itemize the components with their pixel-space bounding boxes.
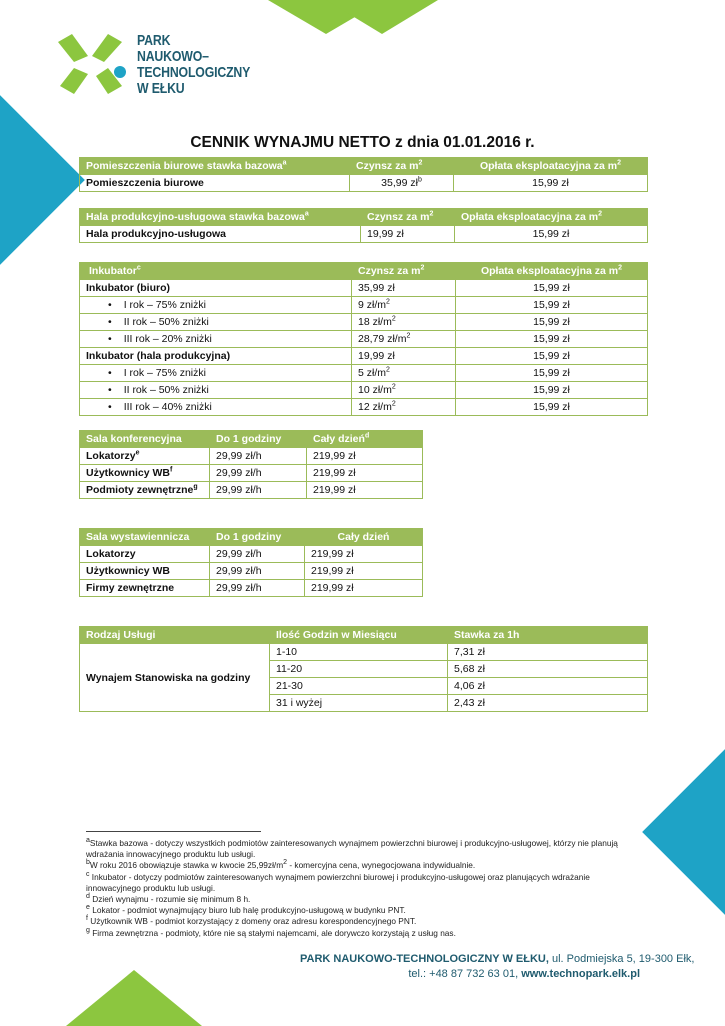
table-header-row	[80, 431, 423, 448]
fee-cell: 15,99 zł	[456, 331, 648, 348]
table-row	[80, 175, 648, 192]
logo-line: W EŁKU	[137, 80, 185, 97]
hour-cell: 29,99 zł/h	[210, 448, 307, 465]
header-cell: Cały dzień$^d$	[307, 431, 423, 448]
hours-cell: 21-30	[270, 678, 448, 695]
row-label: Użytkownicy $WB^f$	[80, 465, 210, 482]
hours-cell: 11-20	[270, 661, 448, 678]
rent-cell: 28,79 $zł/m^2$	[352, 331, 456, 348]
rent-cell: 5 $zł/m^2$	[352, 365, 456, 382]
logo-line: TECHNOLOGICZNY	[137, 64, 251, 81]
logo-line: NAUKOWO–	[137, 48, 209, 65]
logo-wordmark	[137, 32, 251, 97]
park-logo-icon	[52, 32, 132, 100]
footnote-d: $^d$ Dzień wynajmu - rozumie się minimum 8 h.	[86, 893, 251, 905]
table-row	[80, 382, 648, 399]
rent-cell: 12 $zł/m^2$	[352, 399, 456, 416]
footer-org: PARK NAUKOWO-TECHNOLOGICZNY W EŁKU,	[300, 953, 549, 965]
fee-cell: 15,99 zł	[456, 314, 648, 331]
header-cell: Czynsz za $m^2$	[352, 263, 456, 280]
table-row	[80, 314, 648, 331]
fee-cell: 15,99 zł	[456, 280, 648, 297]
rate-cell: 5,68 zł	[448, 661, 648, 678]
header-cell: Cały dzień	[305, 529, 423, 546]
footnotes	[86, 838, 642, 939]
rent-cell: 19,99 zł	[352, 348, 456, 365]
row-label: Lokatorzy	[80, 546, 210, 563]
table-row	[80, 644, 648, 661]
table-row	[80, 226, 648, 243]
footer-website-link[interactable]: www.technopark.elk.pl	[518, 968, 640, 980]
row-label: • II rok – 50% zniżki	[80, 314, 352, 331]
hours-cell: 31 i wyżej	[270, 695, 448, 712]
rent-cell: 35,99 zł	[352, 280, 456, 297]
rate-cell: 4,06 zł	[448, 678, 648, 695]
header-cell: Do 1 godziny	[210, 431, 307, 448]
header-cell: Opłata eksploatacyjna za $m^2$	[456, 263, 648, 280]
header-cell: Czynsz za $m^2$	[361, 209, 455, 226]
offices-table	[79, 157, 648, 192]
footer-street: ul. Podmiejska 5, 19-300 Ełk,	[548, 953, 695, 965]
table-row	[80, 580, 423, 597]
footnote-b: $^b$W roku 2016 obowiązuje stawka w kwocie $25,99zł/m^2$ - komercyjna cena, wynegocjowana indywidualnie.	[86, 859, 476, 871]
header-cell: Opłata eksploatacyjna za $m^2$	[454, 158, 648, 175]
rent-cell: 35,99 $zł^b$	[350, 175, 454, 192]
footer-phone: tel.: +48 87 732 63 01,	[408, 968, 519, 980]
fee-cell: 15,99 zł	[456, 297, 648, 314]
conference-table	[79, 430, 423, 499]
table-row	[80, 563, 423, 580]
fee-cell: 15,99 zł	[455, 226, 648, 243]
hall-table	[79, 208, 648, 243]
header-cell: Opłata eksploatacyjna za $m^2$	[455, 209, 648, 226]
header-cell: Inkubator$^c$	[80, 263, 352, 280]
rent-cell: 10 $zł/m^2$	[352, 382, 456, 399]
day-cell: 219,99 zł	[305, 563, 423, 580]
row-label: • III rok – 40% zniżki	[80, 399, 352, 416]
header-cell: Sala wystawiennicza	[80, 529, 210, 546]
row-label: Użytkownicy WB	[80, 563, 210, 580]
service-label: Wynajem Stanowiska na godziny	[80, 644, 270, 712]
day-cell: 219,99 zł	[307, 448, 423, 465]
table-header-row	[80, 158, 648, 175]
fee-cell: 15,99 zł	[454, 175, 648, 192]
table-row	[80, 297, 648, 314]
footnote-e: $^e$ Lokator - podmiot wynajmujący biuro lub halę produkcyjno-usługową w budynku PNT.	[86, 904, 406, 916]
header-cell: Rodzaj Usługi	[80, 627, 270, 644]
footer-contact	[300, 968, 640, 980]
table-header-row	[80, 627, 648, 644]
row-label: • I rok – 75% zniżki	[80, 365, 352, 382]
table-row	[80, 482, 423, 499]
left-decor-diamond	[0, 95, 85, 265]
table-header-row	[80, 263, 648, 280]
row-label: • II rok – 50% zniżki	[80, 382, 352, 399]
incubator-table	[79, 262, 648, 416]
fee-cell: 15,99 zł	[456, 399, 648, 416]
footnote-separator	[86, 831, 261, 832]
table-row	[80, 546, 423, 563]
hour-cell: 29,99 zł/h	[210, 580, 305, 597]
rate-cell: 7,31 zł	[448, 644, 648, 661]
header-cell: Sala konferencyjna	[80, 431, 210, 448]
footnote-g: $^g$ Firma zewnętrzna - podmioty, które nie są stałymi najemcami, ale dorywczo korzystają z usług nas.	[86, 926, 456, 938]
footer-address	[300, 953, 695, 965]
table-row	[80, 348, 648, 365]
table-row	[80, 465, 423, 482]
table-header-row	[80, 529, 423, 546]
fee-cell: 15,99 zł	[456, 365, 648, 382]
header-cell: Ilość Godzin w Miesiącu	[270, 627, 448, 644]
table-row	[80, 331, 648, 348]
hour-cell: 29,99 zł/h	[210, 482, 307, 499]
row-label: Lokatorzy$^e$	[80, 448, 210, 465]
row-label: Inkubator (biuro)	[80, 280, 352, 297]
rent-cell: 19,99 zł	[361, 226, 455, 243]
page-title: CENNIK WYNAJMU NETTO z dnia 01.01.2016 r.	[190, 134, 535, 151]
bottom-decor-triangle	[66, 970, 202, 1026]
row-label: Hala produkcyjno-usługowa	[80, 226, 361, 243]
rate-cell: 2,43 zł	[448, 695, 648, 712]
row-label: Inkubator (hala produkcyjna)	[80, 348, 352, 365]
right-decor-diamond	[642, 747, 725, 917]
row-label: Firmy zewnętrzne	[80, 580, 210, 597]
header-cell: Pomieszczenia biurowe stawka bazowa$^a$	[80, 158, 350, 175]
footnote-a: $^a$Stawka bazowa - dotyczy wszystkich podmiotów zainteresowanych wynajmem powierzchni biurowej i produkcyjno-usługowej, którzy nie planują wdrażania innowacyjnego produktu lub usługi.	[86, 837, 618, 860]
rent-cell: 18 $zł/m^2$	[352, 314, 456, 331]
hour-cell: 29,99 zł/h	[210, 546, 305, 563]
row-label: Pomieszczenia biurowe	[80, 175, 350, 192]
workstation-table	[79, 626, 648, 712]
header-cell: Hala produkcyjno-usługowa stawka bazowa$^a$	[80, 209, 361, 226]
fee-cell: 15,99 zł	[456, 348, 648, 365]
hour-cell: 29,99 zł/h	[210, 563, 305, 580]
table-row	[80, 365, 648, 382]
row-label: • I rok – 75% zniżki	[80, 297, 352, 314]
rent-cell: 9 $zł/m^2$	[352, 297, 456, 314]
fee-cell: 15,99 zł	[456, 382, 648, 399]
header-cell: Czynsz za $m^2$	[350, 158, 454, 175]
table-row	[80, 280, 648, 297]
header-cell: Stawka za 1h	[448, 627, 648, 644]
day-cell: 219,99 zł	[305, 580, 423, 597]
logo-line: PARK	[137, 32, 171, 49]
hour-cell: 29,99 zł/h	[210, 465, 307, 482]
row-label: Podmioty zewnętrzne$^g$	[80, 482, 210, 499]
footnote-f: $^f$ Użytkownik WB - podmiot korzystający z domeny oraz adresu korespondencyjnego PNT.	[86, 915, 417, 927]
top-decor-triangle-2	[326, 0, 438, 34]
table-row	[80, 448, 423, 465]
day-cell: 219,99 zł	[307, 465, 423, 482]
day-cell: 219,99 zł	[307, 482, 423, 499]
table-row	[80, 399, 648, 416]
row-label: • III rok – 20% zniżki	[80, 331, 352, 348]
exhibition-table	[79, 528, 423, 597]
table-header-row	[80, 209, 648, 226]
header-cell: Do 1 godziny	[210, 529, 305, 546]
hours-cell: 1-10	[270, 644, 448, 661]
footnote-c: $^c$ Inkubator - dotyczy podmiotów zainteresowanych wynajmem powierzchni biurowej i produkcyjno-usługowej oraz planujących wdrażanie innowacyjnego produktu lub usługi.	[86, 870, 590, 893]
day-cell: 219,99 zł	[305, 546, 423, 563]
